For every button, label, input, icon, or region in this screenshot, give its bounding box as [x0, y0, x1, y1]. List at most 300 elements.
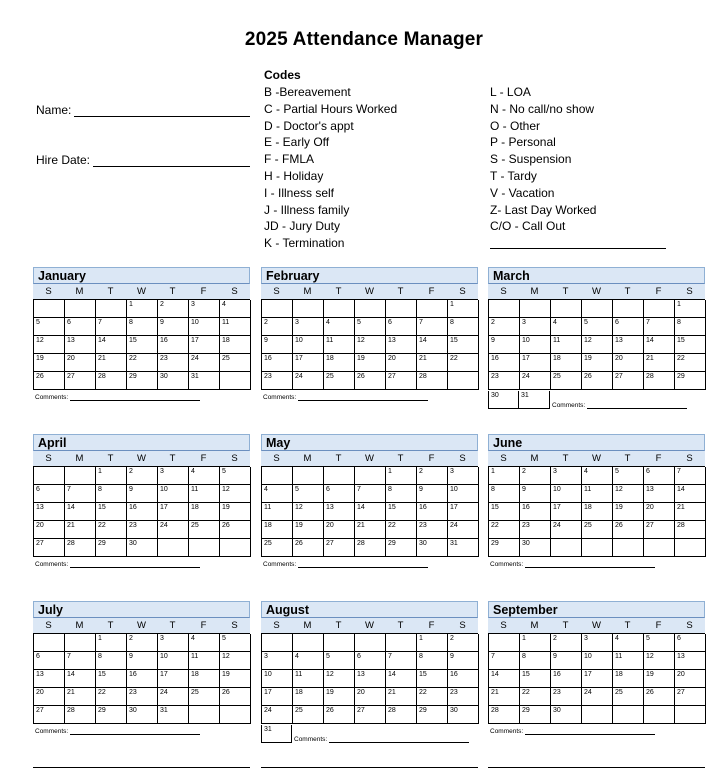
day-cell[interactable]: 22: [448, 354, 479, 372]
day-cell[interactable]: 13: [355, 670, 386, 688]
comments-field[interactable]: [33, 728, 200, 735]
day-cell[interactable]: 3: [293, 318, 324, 336]
day-cell[interactable]: 11: [262, 503, 293, 521]
day-cell[interactable]: 30: [520, 539, 551, 557]
day-cell[interactable]: 19: [34, 354, 65, 372]
day-cell[interactable]: 19: [644, 670, 675, 688]
comments-field[interactable]: [261, 561, 428, 568]
day-cell[interactable]: 25: [220, 354, 251, 372]
day-cell-empty[interactable]: [417, 300, 448, 318]
day-cell[interactable]: 22: [96, 521, 127, 539]
day-cell-empty[interactable]: [158, 539, 189, 557]
day-cell[interactable]: 4: [613, 634, 644, 652]
day-cell[interactable]: 16: [520, 503, 551, 521]
day-cell[interactable]: 11: [293, 670, 324, 688]
day-cell[interactable]: 24: [582, 688, 613, 706]
day-cell[interactable]: 31: [261, 725, 292, 743]
day-cell[interactable]: 15: [417, 670, 448, 688]
day-cell[interactable]: 6: [324, 485, 355, 503]
day-cell[interactable]: 30: [127, 539, 158, 557]
day-cell[interactable]: 26: [644, 688, 675, 706]
day-cell[interactable]: 25: [613, 688, 644, 706]
day-cell[interactable]: 13: [386, 336, 417, 354]
day-cell[interactable]: 24: [293, 372, 324, 390]
day-cell[interactable]: 29: [386, 539, 417, 557]
day-cell-empty[interactable]: [324, 300, 355, 318]
day-cell-empty[interactable]: [34, 634, 65, 652]
day-cell[interactable]: 21: [96, 354, 127, 372]
day-cell[interactable]: 29: [96, 539, 127, 557]
day-cell[interactable]: 10: [520, 336, 551, 354]
day-cell-empty[interactable]: [675, 706, 706, 724]
day-cell[interactable]: 24: [448, 521, 479, 539]
day-cell[interactable]: 7: [644, 318, 675, 336]
day-cell-empty[interactable]: [220, 706, 251, 724]
day-cell[interactable]: 2: [158, 300, 189, 318]
day-cell[interactable]: 3: [189, 300, 220, 318]
day-cell[interactable]: 16: [489, 354, 520, 372]
day-cell[interactable]: 30: [488, 391, 519, 409]
day-cell[interactable]: 14: [489, 670, 520, 688]
comments-line[interactable]: [587, 408, 687, 409]
day-cell-empty[interactable]: [355, 467, 386, 485]
comments-line[interactable]: [298, 567, 428, 568]
day-cell[interactable]: 8: [675, 318, 706, 336]
day-cell[interactable]: 2: [417, 467, 448, 485]
day-cell[interactable]: 12: [220, 652, 251, 670]
day-cell-empty[interactable]: [189, 539, 220, 557]
day-cell[interactable]: 12: [324, 670, 355, 688]
day-cell[interactable]: 12: [355, 336, 386, 354]
comments-field[interactable]: [488, 728, 655, 735]
day-cell[interactable]: 13: [34, 670, 65, 688]
day-cell[interactable]: 8: [448, 318, 479, 336]
day-cell[interactable]: 3: [520, 318, 551, 336]
day-cell[interactable]: 18: [189, 503, 220, 521]
day-cell-empty[interactable]: [613, 706, 644, 724]
day-cell[interactable]: 15: [675, 336, 706, 354]
day-cell[interactable]: 7: [355, 485, 386, 503]
comments-field[interactable]: [261, 394, 428, 401]
day-cell[interactable]: 17: [448, 503, 479, 521]
day-cell[interactable]: 9: [489, 336, 520, 354]
day-cell[interactable]: 25: [262, 539, 293, 557]
day-cell-empty[interactable]: [613, 539, 644, 557]
day-cell[interactable]: 29: [520, 706, 551, 724]
day-cell[interactable]: 24: [189, 354, 220, 372]
day-cell[interactable]: 18: [324, 354, 355, 372]
day-cell[interactable]: 4: [262, 485, 293, 503]
day-cell-empty[interactable]: [386, 300, 417, 318]
day-cell[interactable]: 1: [675, 300, 706, 318]
day-cell-empty[interactable]: [582, 300, 613, 318]
day-cell[interactable]: 14: [65, 503, 96, 521]
day-cell[interactable]: 1: [489, 467, 520, 485]
day-cell[interactable]: 6: [644, 467, 675, 485]
day-cell[interactable]: 24: [158, 688, 189, 706]
day-cell[interactable]: 13: [675, 652, 706, 670]
day-cell[interactable]: 28: [65, 539, 96, 557]
day-cell[interactable]: 21: [417, 354, 448, 372]
day-cell-empty[interactable]: [613, 300, 644, 318]
comments-field[interactable]: [550, 402, 687, 409]
name-input-line[interactable]: [74, 116, 250, 117]
day-cell[interactable]: 22: [675, 354, 706, 372]
day-cell[interactable]: 2: [489, 318, 520, 336]
day-cell[interactable]: 25: [189, 521, 220, 539]
day-cell[interactable]: 17: [158, 503, 189, 521]
day-cell[interactable]: 1: [96, 467, 127, 485]
day-cell[interactable]: 29: [675, 372, 706, 390]
day-cell[interactable]: 1: [386, 467, 417, 485]
day-cell[interactable]: 16: [551, 670, 582, 688]
day-cell[interactable]: 28: [489, 706, 520, 724]
day-cell[interactable]: 20: [34, 688, 65, 706]
day-cell[interactable]: 6: [65, 318, 96, 336]
day-cell[interactable]: 9: [127, 485, 158, 503]
day-cell[interactable]: 8: [520, 652, 551, 670]
day-cell[interactable]: 29: [127, 372, 158, 390]
day-cell[interactable]: 5: [220, 467, 251, 485]
day-cell[interactable]: 10: [448, 485, 479, 503]
day-cell-empty[interactable]: [582, 706, 613, 724]
day-cell[interactable]: 28: [386, 706, 417, 724]
day-cell[interactable]: 19: [220, 670, 251, 688]
day-cell[interactable]: 20: [613, 354, 644, 372]
day-cell[interactable]: 20: [644, 503, 675, 521]
day-cell[interactable]: 5: [220, 634, 251, 652]
day-cell[interactable]: 26: [355, 372, 386, 390]
day-cell[interactable]: 15: [386, 503, 417, 521]
day-cell[interactable]: 20: [34, 521, 65, 539]
day-cell[interactable]: 5: [355, 318, 386, 336]
day-cell[interactable]: 23: [489, 372, 520, 390]
day-cell[interactable]: 17: [293, 354, 324, 372]
day-cell[interactable]: 17: [189, 336, 220, 354]
day-cell[interactable]: 1: [520, 634, 551, 652]
day-cell-empty[interactable]: [386, 634, 417, 652]
day-cell[interactable]: 4: [324, 318, 355, 336]
day-cell-empty[interactable]: [520, 300, 551, 318]
day-cell[interactable]: 16: [448, 670, 479, 688]
day-cell[interactable]: 26: [582, 372, 613, 390]
day-cell[interactable]: 16: [127, 503, 158, 521]
day-cell[interactable]: 26: [324, 706, 355, 724]
day-cell[interactable]: 14: [675, 485, 706, 503]
day-cell[interactable]: 6: [34, 652, 65, 670]
day-cell-empty[interactable]: [551, 300, 582, 318]
day-cell[interactable]: 19: [220, 503, 251, 521]
day-cell[interactable]: 4: [293, 652, 324, 670]
day-cell[interactable]: 22: [96, 688, 127, 706]
day-cell[interactable]: 7: [675, 467, 706, 485]
day-cell[interactable]: 27: [613, 372, 644, 390]
day-cell[interactable]: 27: [324, 539, 355, 557]
day-cell[interactable]: 23: [262, 372, 293, 390]
day-cell[interactable]: 21: [489, 688, 520, 706]
day-cell[interactable]: 19: [355, 354, 386, 372]
day-cell[interactable]: 15: [448, 336, 479, 354]
comments-field[interactable]: [33, 561, 200, 568]
day-cell[interactable]: 22: [386, 521, 417, 539]
day-cell[interactable]: 11: [324, 336, 355, 354]
day-cell[interactable]: 6: [675, 634, 706, 652]
day-cell[interactable]: 10: [262, 670, 293, 688]
day-cell[interactable]: 18: [220, 336, 251, 354]
day-cell[interactable]: 25: [293, 706, 324, 724]
day-cell-empty[interactable]: [262, 467, 293, 485]
day-cell[interactable]: 10: [582, 652, 613, 670]
day-cell[interactable]: 23: [520, 521, 551, 539]
day-cell[interactable]: 22: [489, 521, 520, 539]
day-cell[interactable]: 23: [448, 688, 479, 706]
day-cell[interactable]: 1: [448, 300, 479, 318]
day-cell[interactable]: 9: [417, 485, 448, 503]
day-cell[interactable]: 25: [582, 521, 613, 539]
day-cell[interactable]: 7: [65, 652, 96, 670]
day-cell[interactable]: 19: [582, 354, 613, 372]
day-cell[interactable]: 4: [551, 318, 582, 336]
day-cell[interactable]: 25: [189, 688, 220, 706]
day-cell[interactable]: 30: [448, 706, 479, 724]
day-cell-empty[interactable]: [220, 539, 251, 557]
day-cell[interactable]: 16: [127, 670, 158, 688]
day-cell[interactable]: 13: [644, 485, 675, 503]
day-cell[interactable]: 18: [293, 688, 324, 706]
day-cell[interactable]: 6: [355, 652, 386, 670]
day-cell[interactable]: 16: [262, 354, 293, 372]
day-cell[interactable]: 5: [324, 652, 355, 670]
day-cell[interactable]: 5: [293, 485, 324, 503]
day-cell[interactable]: 11: [189, 485, 220, 503]
day-cell[interactable]: 23: [127, 688, 158, 706]
day-cell[interactable]: 27: [355, 706, 386, 724]
day-cell[interactable]: 30: [417, 539, 448, 557]
day-cell-empty[interactable]: [189, 706, 220, 724]
comments-line[interactable]: [70, 400, 200, 401]
day-cell-empty[interactable]: [675, 539, 706, 557]
day-cell[interactable]: 16: [417, 503, 448, 521]
day-cell[interactable]: 14: [386, 670, 417, 688]
day-cell-empty[interactable]: [355, 300, 386, 318]
day-cell[interactable]: 21: [386, 688, 417, 706]
day-cell[interactable]: 27: [386, 372, 417, 390]
day-cell[interactable]: 11: [220, 318, 251, 336]
day-cell[interactable]: 20: [386, 354, 417, 372]
day-cell[interactable]: 29: [417, 706, 448, 724]
day-cell-empty[interactable]: [65, 634, 96, 652]
day-cell-empty[interactable]: [324, 467, 355, 485]
day-cell[interactable]: 28: [675, 521, 706, 539]
day-cell[interactable]: 2: [551, 634, 582, 652]
day-cell[interactable]: 19: [613, 503, 644, 521]
day-cell-empty[interactable]: [355, 634, 386, 652]
day-cell[interactable]: 27: [34, 539, 65, 557]
day-cell[interactable]: 7: [386, 652, 417, 670]
day-cell[interactable]: 28: [355, 539, 386, 557]
day-cell[interactable]: 3: [551, 467, 582, 485]
day-cell[interactable]: 24: [262, 706, 293, 724]
day-cell-empty[interactable]: [96, 300, 127, 318]
day-cell[interactable]: 23: [127, 521, 158, 539]
day-cell[interactable]: 20: [675, 670, 706, 688]
day-cell[interactable]: 26: [293, 539, 324, 557]
day-cell-empty[interactable]: [34, 300, 65, 318]
day-cell[interactable]: 11: [189, 652, 220, 670]
day-cell[interactable]: 28: [96, 372, 127, 390]
day-cell[interactable]: 21: [644, 354, 675, 372]
day-cell[interactable]: 30: [127, 706, 158, 724]
day-cell[interactable]: 5: [582, 318, 613, 336]
comments-line[interactable]: [298, 400, 428, 401]
day-cell-empty[interactable]: [293, 634, 324, 652]
day-cell[interactable]: 23: [158, 354, 189, 372]
day-cell[interactable]: 31: [158, 706, 189, 724]
day-cell[interactable]: 12: [613, 485, 644, 503]
day-cell[interactable]: 26: [220, 521, 251, 539]
day-cell[interactable]: 8: [96, 485, 127, 503]
day-cell[interactable]: 7: [489, 652, 520, 670]
comments-field[interactable]: [33, 394, 200, 401]
day-cell[interactable]: 14: [417, 336, 448, 354]
comments-line[interactable]: [525, 734, 655, 735]
day-cell[interactable]: 4: [189, 467, 220, 485]
hire-date-input-line[interactable]: [93, 166, 250, 167]
comments-line[interactable]: [329, 742, 469, 743]
day-cell[interactable]: 26: [220, 688, 251, 706]
day-cell-empty[interactable]: [644, 539, 675, 557]
day-cell[interactable]: 30: [158, 372, 189, 390]
comments-field[interactable]: [292, 736, 469, 743]
day-cell[interactable]: 2: [448, 634, 479, 652]
day-cell[interactable]: 18: [189, 670, 220, 688]
day-cell[interactable]: 17: [582, 670, 613, 688]
day-cell[interactable]: 17: [158, 670, 189, 688]
day-cell[interactable]: 25: [324, 372, 355, 390]
day-cell[interactable]: 15: [489, 503, 520, 521]
day-cell[interactable]: 29: [96, 706, 127, 724]
day-cell[interactable]: 17: [551, 503, 582, 521]
day-cell[interactable]: 19: [293, 521, 324, 539]
day-cell[interactable]: 10: [189, 318, 220, 336]
day-cell[interactable]: 21: [675, 503, 706, 521]
day-cell-empty[interactable]: [582, 539, 613, 557]
day-cell[interactable]: 14: [65, 670, 96, 688]
day-cell[interactable]: 27: [34, 706, 65, 724]
day-cell[interactable]: 22: [417, 688, 448, 706]
day-cell[interactable]: 16: [158, 336, 189, 354]
day-cell[interactable]: 3: [262, 652, 293, 670]
day-cell[interactable]: 6: [34, 485, 65, 503]
day-cell[interactable]: 12: [644, 652, 675, 670]
day-cell[interactable]: 7: [65, 485, 96, 503]
day-cell[interactable]: 10: [158, 485, 189, 503]
day-cell[interactable]: 12: [34, 336, 65, 354]
day-cell[interactable]: 13: [613, 336, 644, 354]
day-cell[interactable]: 24: [520, 372, 551, 390]
day-cell[interactable]: 5: [613, 467, 644, 485]
day-cell[interactable]: 23: [551, 688, 582, 706]
day-cell[interactable]: 2: [262, 318, 293, 336]
day-cell-empty[interactable]: [324, 634, 355, 652]
day-cell[interactable]: 27: [644, 521, 675, 539]
day-cell-empty[interactable]: [293, 300, 324, 318]
day-cell-empty[interactable]: [644, 706, 675, 724]
day-cell[interactable]: 14: [96, 336, 127, 354]
day-cell[interactable]: 21: [65, 688, 96, 706]
day-cell[interactable]: 12: [293, 503, 324, 521]
day-cell[interactable]: 2: [520, 467, 551, 485]
day-cell[interactable]: 9: [520, 485, 551, 503]
day-cell[interactable]: 21: [355, 521, 386, 539]
day-cell[interactable]: 20: [324, 521, 355, 539]
day-cell[interactable]: 22: [127, 354, 158, 372]
day-cell[interactable]: 29: [489, 539, 520, 557]
day-cell[interactable]: 14: [644, 336, 675, 354]
day-cell[interactable]: 9: [448, 652, 479, 670]
day-cell[interactable]: 24: [158, 521, 189, 539]
comments-line[interactable]: [70, 567, 200, 568]
day-cell-empty[interactable]: [551, 539, 582, 557]
hire-date-field[interactable]: [36, 153, 250, 167]
day-cell-empty[interactable]: [220, 372, 251, 390]
day-cell-empty[interactable]: [293, 467, 324, 485]
day-cell[interactable]: 25: [551, 372, 582, 390]
day-cell[interactable]: 26: [34, 372, 65, 390]
day-cell-empty[interactable]: [262, 634, 293, 652]
day-cell[interactable]: 20: [355, 688, 386, 706]
day-cell[interactable]: 1: [417, 634, 448, 652]
day-cell[interactable]: 18: [262, 521, 293, 539]
day-cell[interactable]: 3: [582, 634, 613, 652]
day-cell[interactable]: 31: [448, 539, 479, 557]
day-cell[interactable]: 8: [417, 652, 448, 670]
day-cell-empty[interactable]: [489, 634, 520, 652]
name-field[interactable]: [36, 103, 250, 117]
day-cell[interactable]: 4: [189, 634, 220, 652]
day-cell[interactable]: 11: [613, 652, 644, 670]
day-cell[interactable]: 7: [96, 318, 127, 336]
day-cell[interactable]: 9: [158, 318, 189, 336]
day-cell[interactable]: 12: [582, 336, 613, 354]
day-cell[interactable]: 28: [65, 706, 96, 724]
day-cell[interactable]: 17: [262, 688, 293, 706]
day-cell[interactable]: 15: [520, 670, 551, 688]
day-cell[interactable]: 11: [582, 485, 613, 503]
day-cell[interactable]: 8: [96, 652, 127, 670]
day-cell[interactable]: 31: [189, 372, 220, 390]
day-cell[interactable]: 3: [158, 634, 189, 652]
day-cell[interactable]: 10: [293, 336, 324, 354]
day-cell[interactable]: 8: [489, 485, 520, 503]
day-cell-empty[interactable]: [65, 467, 96, 485]
day-cell[interactable]: 3: [448, 467, 479, 485]
day-cell-empty[interactable]: [644, 300, 675, 318]
day-cell[interactable]: 14: [355, 503, 386, 521]
day-cell[interactable]: 10: [158, 652, 189, 670]
day-cell[interactable]: 6: [613, 318, 644, 336]
day-cell[interactable]: 9: [551, 652, 582, 670]
day-cell[interactable]: 15: [96, 670, 127, 688]
day-cell[interactable]: 13: [324, 503, 355, 521]
day-cell[interactable]: 21: [65, 521, 96, 539]
day-cell[interactable]: 15: [96, 503, 127, 521]
day-cell[interactable]: 24: [551, 521, 582, 539]
day-cell[interactable]: 5: [34, 318, 65, 336]
day-cell[interactable]: 28: [417, 372, 448, 390]
day-cell[interactable]: 15: [127, 336, 158, 354]
day-cell[interactable]: 8: [127, 318, 158, 336]
